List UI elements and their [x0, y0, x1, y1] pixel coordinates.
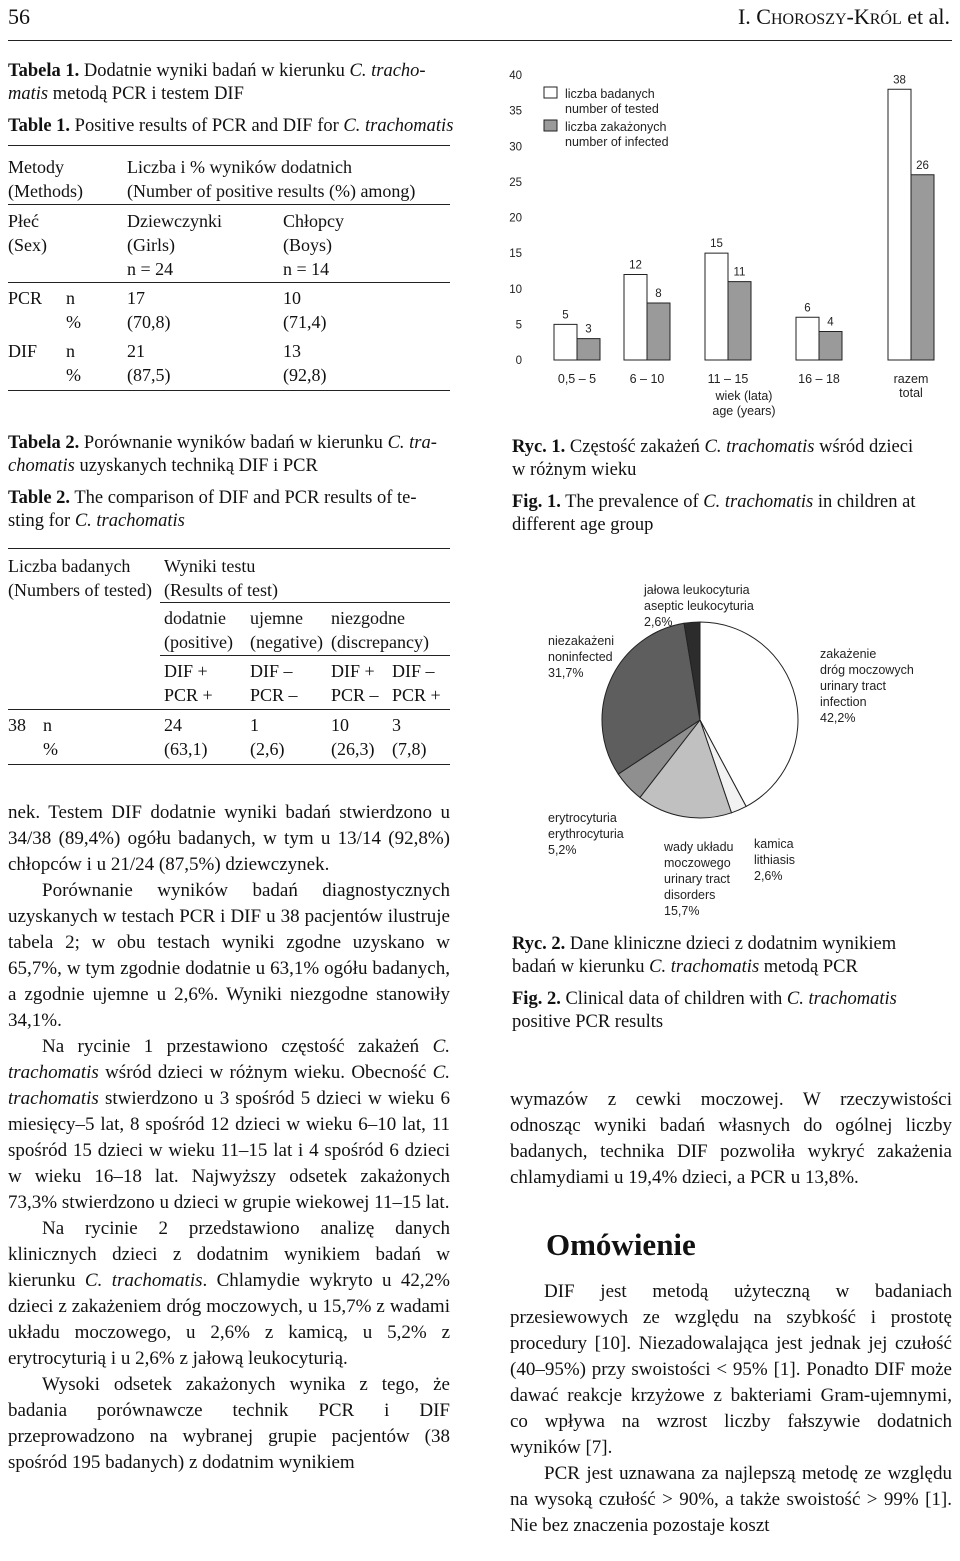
- legend-swatch-tested: [544, 87, 557, 98]
- pie-label-aseptic: jałowa leukocyturia aseptic leukocyturia 2,6%: [644, 583, 754, 629]
- y-tick-label-25: 25: [509, 176, 522, 189]
- pie-label-defects: wady układu moczowego urinary tract disorders 15,7%: [664, 840, 734, 918]
- legend-swatch-infected: [544, 120, 557, 131]
- t2-h-negative: ujemne (negative): [250, 608, 323, 652]
- pie-label-lithiasis: kamica lithiasis 2,6%: [754, 837, 795, 883]
- t2-v2: 1 (2,6): [250, 715, 285, 759]
- bar-xlabel-pl: wiek (lata): [715, 389, 773, 403]
- x-category-label-1: 6 – 10: [629, 372, 665, 386]
- y-tick-label-40: 40: [509, 70, 522, 82]
- t1-boys: Chłopcy (Boys) n = 14: [283, 211, 344, 279]
- t2-h-tested: Liczba badanych (Numbers of tested): [8, 556, 152, 600]
- t1-h-methods: Metody (Methods): [8, 157, 83, 201]
- t1-dif-girls: 21 (87,5): [127, 341, 171, 385]
- bar-value-label-1-1: 8: [655, 288, 662, 300]
- fig2-caption: Ryc. 2. Dane kliniczne dzieci z dodatnim wynikiem badań w kierunku C. trachomatis metodą PCR Fig. 2. Clinical data of children with C. trachomatis positive PCR results: [512, 934, 897, 1032]
- bar-value-label-0-4: 38: [893, 74, 906, 87]
- bar-tested-1: [624, 275, 647, 361]
- y-tick-label-10: 10: [509, 283, 522, 296]
- t1-dif-n: n %: [66, 341, 81, 385]
- t1-pcr-n: n %: [66, 288, 81, 332]
- t2-row-38: 38: [8, 715, 26, 735]
- x-category-label-0: 0,5 – 5: [557, 372, 597, 386]
- legend-infected-pl: liczba zakażonych: [565, 120, 667, 134]
- bar-tested-3: [796, 317, 819, 360]
- bar-tested-2: [705, 253, 728, 360]
- left-p5: Wysoki odsetek zakażonych wynika z tego, że badania porównawcze technik PCR i DIF przeprowadzono na wybranej grupie pacjentów (38 spośród 195 badanych) z dodatnim wynikiem: [8, 1374, 450, 1473]
- bar-tested-0: [554, 324, 577, 360]
- x-category-label-2: 11 – 15: [707, 372, 749, 386]
- t1-pcr-boys: 10 (71,4): [283, 288, 327, 332]
- bar-value-label-1-2: 11: [733, 266, 746, 279]
- legend-infected-en: number of infected: [565, 135, 669, 149]
- fig1-bar-chart: [500, 60, 950, 420]
- left-p4: Na rycinie 2 przedstawiono analizę danych klinicznych dzieci z dodatnim wynikiem badań w kierunku C. trachomatis. Chlamydie wykryto u 42,2% dzieci z zakażeniem dróg moczowych, u 15,7% z wadami układu moczowego, u 2,6% z kamicą, u 5,2% z erytrocyturią i u 2,6% z jałową leukocyturią.: [8, 1218, 451, 1369]
- pie-label-noninfected: niezakażeni noninfected 31,7%: [548, 634, 615, 680]
- t2-h-positive: dodatnie (positive): [164, 608, 233, 652]
- left-p2: Porównanie wyników badań diagnostycznych uzyskanych w testach PCR i DIF u 38 pacjentów ilustruje tabela 2; w obu testach wyniki zgodne uzyskano w 65,7%, w tym zgodnie dodatnie u 63,1% ogółu badanych, a zgodnie ujemne u 2,6%. Wyniki niezgodne stanowiły 34,1%.: [8, 880, 450, 1031]
- table1-caption: Tabela 1. Dodatnie wyniki badań w kierunku C. tracho- matis metodą PCR i testem DIF Table 1. Positive results of PCR and DIF for C. trachomatis: [8, 61, 454, 136]
- bar-legend: [544, 87, 669, 149]
- y-tick-label-5: 5: [515, 319, 522, 332]
- y-tick-label-0: 0: [515, 355, 522, 367]
- t1-girls: Dziewczynki (Girls) n = 24: [127, 211, 222, 279]
- table2-rule-bottom: [8, 764, 450, 765]
- t2-v3: 10 (26,3): [331, 715, 375, 759]
- bar-value-label-0-3: 6: [804, 302, 811, 315]
- y-tick-label-35: 35: [509, 105, 522, 118]
- t2-col2: DIF – PCR –: [250, 661, 298, 705]
- right-body-text: [510, 1087, 952, 1539]
- t2-col1: DIF + PCR +: [164, 661, 213, 705]
- header-rule: [8, 40, 952, 41]
- bar-tested-4: [888, 89, 911, 360]
- pie-label-erythrocyturia: erytrocyturia erythrocyturia 5,2%: [548, 811, 624, 857]
- bar-infected-2: [728, 282, 751, 360]
- right-p2: DIF jest metodą użyteczną w badaniach przesiewowych ze względu na szybkość i prostotę procedury [10]. Niezadowalająca jest jednak jej czułość (40–95%) przy swoistości < 95% [1]. Ponadto DIF może dawać reakcje krzyżowe z bakteriami Gram-ujemnymi, co wpływa na wzrost liczby fałszywie dodatnich wyników [7].: [510, 1281, 952, 1458]
- left-p1: nek. Testem DIF dodatnie wyniki badań stwierdzono u 34/38 (89,4%) ogółu badanych, w tym u 13/14 (92,8%) chłopców i u 21/24 (87,5%) dziewczynek.: [8, 802, 450, 875]
- t2-h-results: Wyniki testu (Results of test): [164, 556, 278, 600]
- t2-col4: DIF – PCR +: [392, 661, 441, 705]
- pie-label-uti: zakażenie dróg moczowych urinary tract infection 42,2%: [820, 647, 914, 725]
- x-category-label-3: 16 – 18: [798, 372, 840, 386]
- y-tick-label-30: 30: [509, 141, 522, 154]
- left-p3: Na rycinie 1 przestawiono częstość zakażeń C. trachomatis wśród dzieci w różnym wieku. Obecność C. trachomatis stwierdzono u 3 spośród 5 dzieci w wieku 6 miesięcy–5 lat, 8 spośród 12 dzieci w wieku 6–10 lat, 11 spośród 15 dzieci w wieku 11–15 lat i 4 spośród 6 dzieci w wieku 16–18 lat. Najwyższy odsetek zakażonych 73,3% stwierdzono u dzieci w grupie wiekowej 11–15 lat.: [8, 1036, 450, 1213]
- bar-value-label-0-0: 5: [562, 309, 569, 322]
- table2-rule-a: [160, 602, 450, 603]
- table2-caption: Tabela 2. Porównanie wyników badań w kierunku C. tra- chomatis uzyskanych techniką DIF i PCR Table 2. The comparison of DIF and PCR results of te- sting for C. trachomatis: [8, 433, 437, 531]
- table1-rule-mid: [8, 282, 450, 283]
- table2-rule-c: [8, 709, 450, 710]
- t1-pcr-girls: 17 (70,8): [127, 288, 171, 332]
- t2-h-discrepancy: niezgodne (discrepancy): [331, 608, 429, 652]
- t1-dif-label: DIF: [8, 341, 38, 361]
- legend-tested-pl: liczba badanych: [565, 87, 655, 101]
- bar-value-label-0-1: 12: [629, 259, 642, 272]
- running-authors: I. CHOROSZY-KRÓL et al.: [737, 4, 950, 29]
- table1-rule-top: [8, 145, 450, 146]
- bar-infected-0: [577, 339, 600, 360]
- x-category-label-en-4: total: [899, 386, 923, 400]
- table2-rule-b: [160, 655, 450, 656]
- legend-tested-en: number of tested: [565, 102, 659, 116]
- section-heading-omowienie: Omówienie: [546, 1227, 696, 1262]
- t2-v4: 3 (7,8): [392, 715, 427, 759]
- t1-dif-boys: 13 (92,8): [283, 341, 327, 385]
- y-tick-label-15: 15: [509, 248, 522, 261]
- bar-infected-4: [911, 175, 934, 360]
- x-category-label-4: razem: [893, 372, 929, 386]
- bar-value-label-1-0: 3: [585, 323, 592, 336]
- bar-value-label-0-2: 15: [710, 238, 723, 251]
- bar-value-label-1-3: 4: [827, 316, 834, 329]
- table2-rule-top: [8, 548, 450, 549]
- bar-infected-3: [819, 332, 842, 361]
- table1-rule-head: [8, 204, 450, 205]
- t2-row-n: n %: [43, 715, 58, 759]
- bar-value-label-1-4: 26: [916, 159, 929, 172]
- right-p3: PCR jest uznawana za najlepszą metodę ze względu na wysoką czułość > 90%, a także swoistość > 99% [1]. Nie bez znaczenia pozostaje koszt: [510, 1463, 952, 1536]
- y-tick-label-20: 20: [509, 212, 522, 225]
- t2-col3: DIF + PCR –: [331, 661, 379, 705]
- fig1-caption: Ryc. 1. Częstość zakażeń C. trachomatis wśród dzieci w różnym wieku Fig. 1. The prevalence of C. trachomatis in children at different age group: [512, 437, 916, 535]
- fig2-pie-chart: [590, 620, 810, 820]
- t1-sex: Płeć (Sex): [8, 211, 47, 255]
- bar-infected-1: [647, 303, 670, 360]
- right-p1: wymazów z cewki moczowej. W rzeczywistości odnosząc wyniki badań własnych do ogólnej liczby badanych, technika DIF pozwoliła wykryć zakażenia chlamydiami u 19,4% dzieci, a PCR u 13,8%.: [510, 1089, 952, 1188]
- left-body-text: [8, 800, 450, 1476]
- t1-h-results: Liczba i % wyników dodatnich (Number of positive results (%) among): [127, 157, 416, 201]
- bar-xlabel-en: age (years): [712, 404, 776, 418]
- t1-pcr-label: PCR: [8, 288, 43, 308]
- table1-rule-bottom: [8, 390, 450, 391]
- t2-v1: 24 (63,1): [164, 715, 208, 759]
- page-number: 56: [8, 4, 30, 29]
